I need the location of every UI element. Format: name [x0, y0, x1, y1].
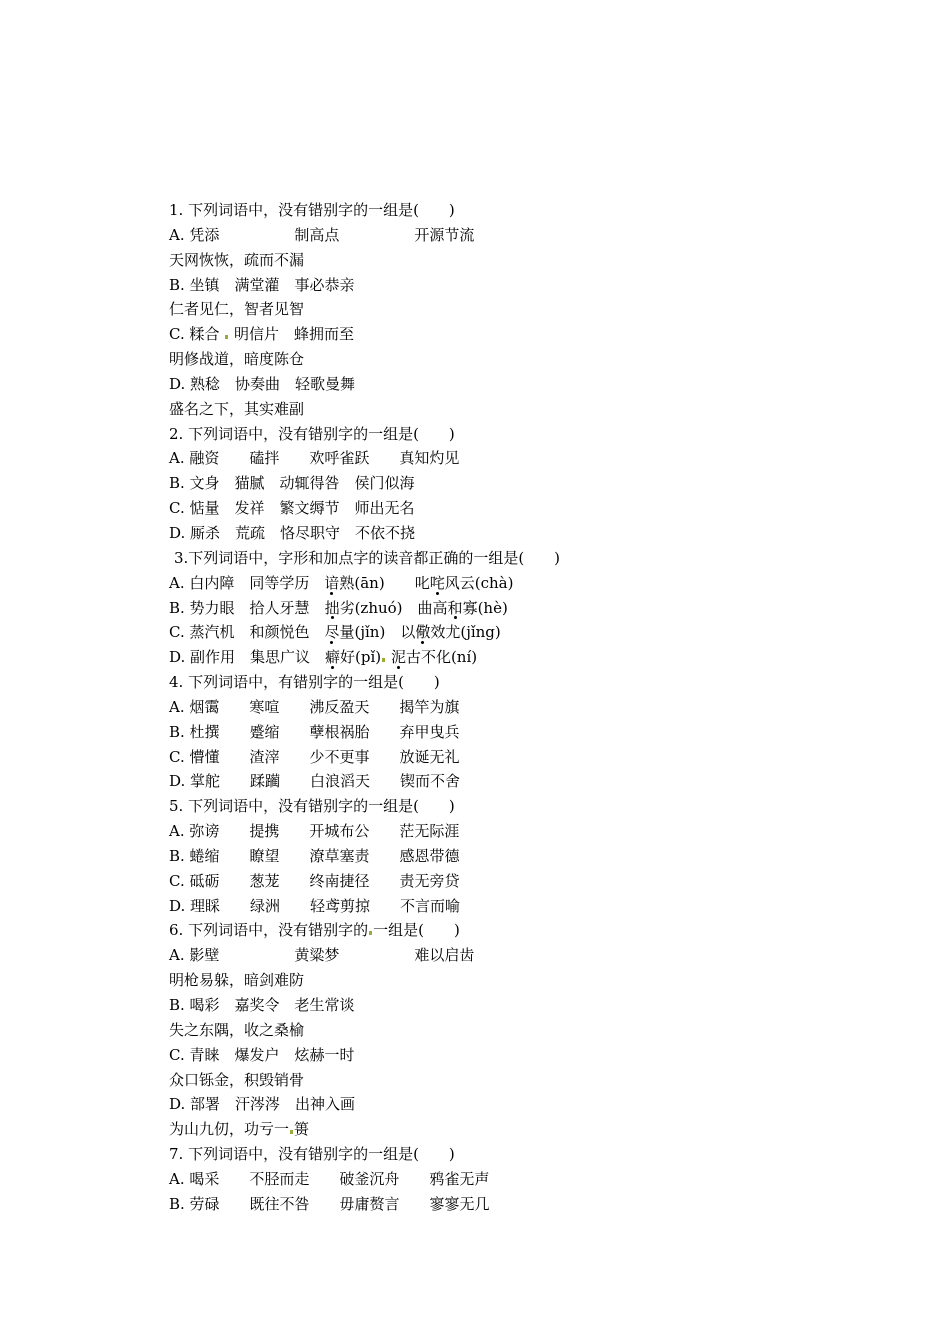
q6-option-a-cont: 明枪易躲，暗剑难防 [169, 971, 305, 990]
dotted-char: 泥 [391, 645, 406, 670]
question-6-stem [169, 918, 889, 943]
q3-b-end: 寡(hè) [462, 598, 508, 617]
q1-option-d-cont: 盛名之下，其实难副 [169, 399, 305, 418]
q3-c-end: 效尤(jǐng) [430, 623, 501, 642]
dotted-char: 咤 [430, 571, 445, 596]
question-1-stem: 1. 下列词语中，没有错别字的一组是( ) [169, 201, 455, 219]
q4-option-b: B. 杜撰 蹙缩 孽根祸胎 弃甲曳兵 [169, 722, 460, 741]
q3-option-a [169, 571, 889, 596]
q3-c-mid: 量(jǐn) 以 [339, 623, 416, 642]
q1-option-c [169, 322, 889, 347]
q3-option-b [169, 596, 889, 621]
dotted-char: 拙 [325, 596, 340, 621]
q6-stem-end: 一组是( ) [373, 921, 460, 940]
q3-c-start: C. 蒸汽机 和颜悦色 [169, 623, 325, 642]
q2-option-d: D. 厮杀 荒疏 恪尽职守 不依不挠 [169, 523, 416, 542]
artifact-mark [290, 1130, 293, 1134]
q3-a-start: A. 白内障 同等学历 [169, 573, 325, 592]
q6-option-b-cont: 失之东隅，收之桑榆 [169, 1020, 305, 1039]
dotted-char: 癖 [325, 645, 340, 670]
q2-option-a: A. 融资 磕拌 欢呼雀跃 真知灼见 [169, 449, 460, 468]
artifact-mark [382, 658, 385, 662]
q1-option-b: B. 坐镇 满堂灌 事必恭亲 [169, 275, 355, 294]
dotted-char: 谙 [324, 571, 339, 596]
question-2-stem: 2. 下列词语中，没有错别字的一组是( ) [169, 424, 455, 443]
q3-option-c [169, 620, 889, 645]
q6-option-c-cont: 众口铄金，积毁销骨 [169, 1070, 305, 1089]
q6-option-d: D. 部署 汗涔涔 出神入画 [169, 1095, 356, 1114]
q2-option-b: B. 文身 猫腻 动辄得咎 侯门似海 [169, 474, 415, 493]
q5-option-a: A. 弥谤 提携 开城布公 茫无际涯 [169, 822, 460, 841]
q6-option-a: A. 影壁 黄粱梦 难以启齿 [169, 946, 475, 965]
q5-option-b: B. 蜷缩 瞭望 潦草塞责 感恩带德 [169, 846, 460, 865]
q7-option-b: B. 劳碌 既往不咎 毋庸赘言 寥寥无几 [169, 1194, 490, 1213]
question-list [169, 198, 889, 1217]
q4-option-c: C. 懵懂 渣滓 少不更事 放诞无礼 [169, 747, 460, 766]
q5-option-d: D. 理睬 绿洲 轻鸢剪掠 不言而喻 [169, 896, 461, 915]
artifact-mark [369, 931, 372, 935]
q3-a-mid: 熟(ān) 叱 [339, 573, 430, 592]
q6-option-d-cont [169, 1117, 889, 1142]
q6-stem-start: 6. 下列词语中，没有错别字的 [169, 921, 369, 940]
question-7-stem: 7. 下列词语中，没有错别字的一组是( ) [169, 1145, 455, 1164]
dotted-char: 和 [448, 596, 463, 621]
q3-b-mid: 劣(zhuó) 曲高 [339, 598, 448, 617]
q6-option-c: C. 青睐 爆发户 炫赫一时 [169, 1045, 355, 1064]
q3-option-d [169, 645, 889, 670]
q3-d-mid: 好(pǐ) [340, 648, 382, 667]
q5-option-c: C. 砥砺 葱茏 终南捷径 责无旁贷 [169, 871, 460, 890]
q1-option-c-cont: 明修战道，暗度陈仓 [169, 350, 305, 369]
q6-d-cont-end: 篑 [294, 1120, 310, 1139]
q6-option-b: B. 喝彩 嘉奖令 老生常谈 [169, 996, 355, 1014]
dotted-char: 尽 [324, 620, 339, 645]
q1-option-a-cont: 天网恢恢，疏而不漏 [169, 250, 305, 269]
q4-option-d: D. 掌舵 蹂躏 白浪滔天 锲而不舍 [169, 772, 461, 791]
q3-d-end: 泥古不化(ní) [386, 648, 477, 666]
q2-option-c: C. 惦量 发祥 繁文缛节 师出无名 [169, 499, 415, 518]
q3-b-start: B. 势力眼 拾人牙慧 [169, 598, 325, 617]
q1-option-a: A. 凭添 制高点 开源节流 [169, 225, 475, 244]
artifact-mark [225, 335, 228, 339]
q1-option-b-cont: 仁者见仁，智者见智 [169, 300, 305, 319]
q3-d-start: D. 副作用 集思广议 [169, 648, 326, 667]
question-5-stem: 5. 下列词语中，没有错别字的一组是( ) [169, 797, 455, 816]
q1-option-d: D. 熟稔 协奏曲 轻歌曼舞 [169, 374, 356, 393]
question-3-stem: 3.下列词语中，字形和加点字的读音都正确的一组是( ) [174, 548, 561, 567]
q7-option-a: A. 喝采 不胫而走 破釜沉舟 鸦雀无声 [169, 1169, 490, 1188]
q4-option-a: A. 烟霭 寒喧 沸反盈天 揭竿为旗 [169, 697, 460, 716]
dotted-char: 儆 [415, 620, 430, 645]
q3-a-end: 风云(chà) [444, 573, 514, 592]
q6-d-cont-start: 为山九仞，功亏一 [169, 1120, 290, 1139]
question-4-stem: 4. 下列词语中，有错别字的一组是( ) [169, 673, 440, 692]
q1-option-c-rest: 明信片 蜂拥而至 [229, 325, 355, 344]
q1-option-c-start: C. 糅合 [169, 325, 225, 344]
